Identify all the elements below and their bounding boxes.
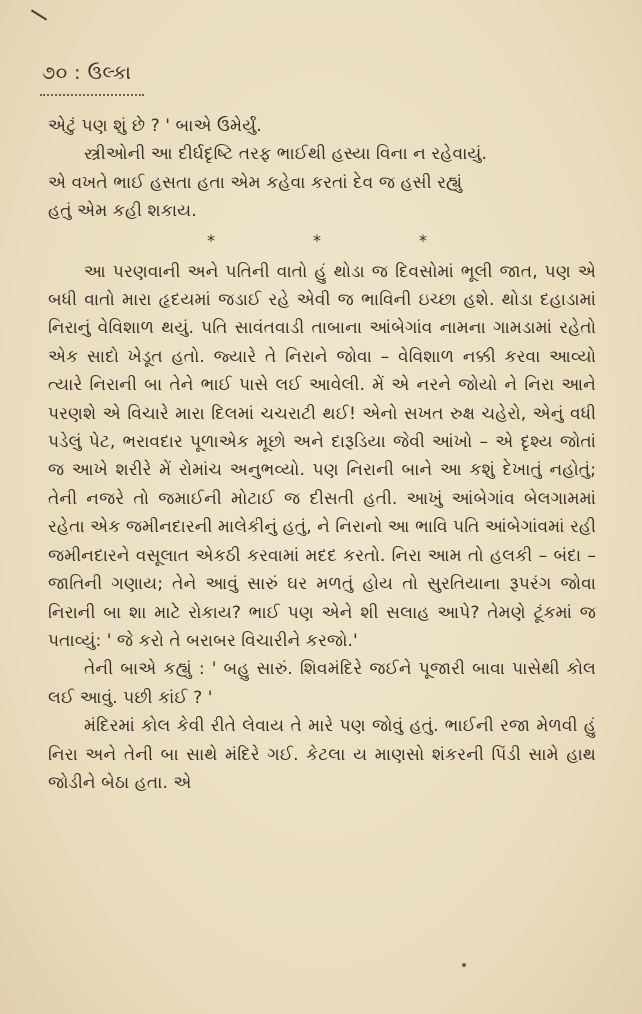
- paragraph: સ્ત્રીઓની આ દીર્ઘદૃષ્ટિ તરફ ભાઈથી હસ્યા વિના ન રહેવાયું.: [84, 144, 487, 165]
- asterisk: *: [313, 230, 321, 250]
- text-line: હતું એમ કહી શકાય.: [48, 201, 197, 222]
- running-head: ૭૦ : ઉલ્કા: [42, 62, 132, 84]
- corner-mark: [31, 9, 47, 20]
- text-line: એટું પણ શું છે ? ' બાએ ઉમેર્યું.: [48, 116, 262, 136]
- page-speck: [462, 963, 466, 967]
- running-head-underline: [40, 90, 144, 96]
- text-line: એ વખતે ભાઈ હસતા હતા એમ કહેવા કરતાં દેવ જ હસી રહ્યું: [48, 172, 463, 193]
- asterisk: *: [207, 230, 215, 250]
- paragraph: મંદિરમાં કોલ કેવી રીતે લેવાય તે મારે પણ જોવું હતું. ભાઈની રજા મેળવી હું નિરા અને તેની બા સાથે મંદિરે ગઈ. કેટલા ય માણસો શંકરની પિંડી સામે હાથ જોડીને બેઠા હતા. એ: [48, 716, 596, 793]
- paragraph: આ પરણવાની અને પતિની વાતો હું થોડા જ દિવસોમાં ભૂલી જાત, પણ એ બધી વાતો મારા હૃદયમાં જડાઈ રહે એવી જ ભાવિની ઇચ્છા હશે. થોડા દહાડામાં નિરાનું વેવિશાળ થયું. પતિ સાવંતવાડી તાબાના આંબેગાંવ નામના ગામડામાં રહેતો એક સાદો ખેડૂત હતો. જ્યારે તે નિરાને જોવા – વેવિશાળ નક્કી કરવા આવ્યો ત્યારે નિરાની બા તેને ભાઈ પાસે લઈ આવેલી. મેં એ નરને જોયો ને નિરા આને પરણશે એ વિચારે મારા દિલમાં ચચરાટી થઈ! એનો સખત રુક્ષ ચહેરો, એનું વધી પડેલું પેટ, ભરાવદાર પૂળાએક મૂછો અને દારૂડિયા જેવી આંખો – એ દૃશ્ય જોતાં જ આખે શરીરે મેં રોમાંચ અનુભવ્યો. પણ નિરાની બાને આ કશું દેખાતું નહોતું; તેની નજરે તો જમાઈની મોટાઈ જ દીસતી હતી. આખું આંબેગાંવ બેલગામમાં રહેતા એક જમીનદારની માલેકીનું હતું, ને નિરાનો આ ભાવિ પતિ આંબેગાંવમાં રહી જમીનદારને વસૂલાત એકઠી કરવામાં મદદ કરતો. નિરા આમ તો હલકી – બંદા – જાતિની ગણાય; તેને આવું સારું ઘર મળતું હોય તો સુરતિયાના રૂપરંગ જોવા નિરાની બા શા માટે રોકાય? ભાઈ પણ એને શી સલાહ આપે? તેમણે ટૂંકમાં જ પતાવ્યું: ' જે કરો તે બરાબર વિચારીને કરજો.': [48, 261, 596, 651]
- asterisk: *: [419, 230, 427, 250]
- section-break: [48, 230, 596, 252]
- paragraph: તેની બાએ કહ્યું : ' બહુ સારું. શિવમંદિરે જઈને પૂજારી બાવા પાસેથી કોલ લઈ આવું. પછી કાંઈ ? ': [48, 659, 596, 708]
- body-text: [48, 112, 596, 797]
